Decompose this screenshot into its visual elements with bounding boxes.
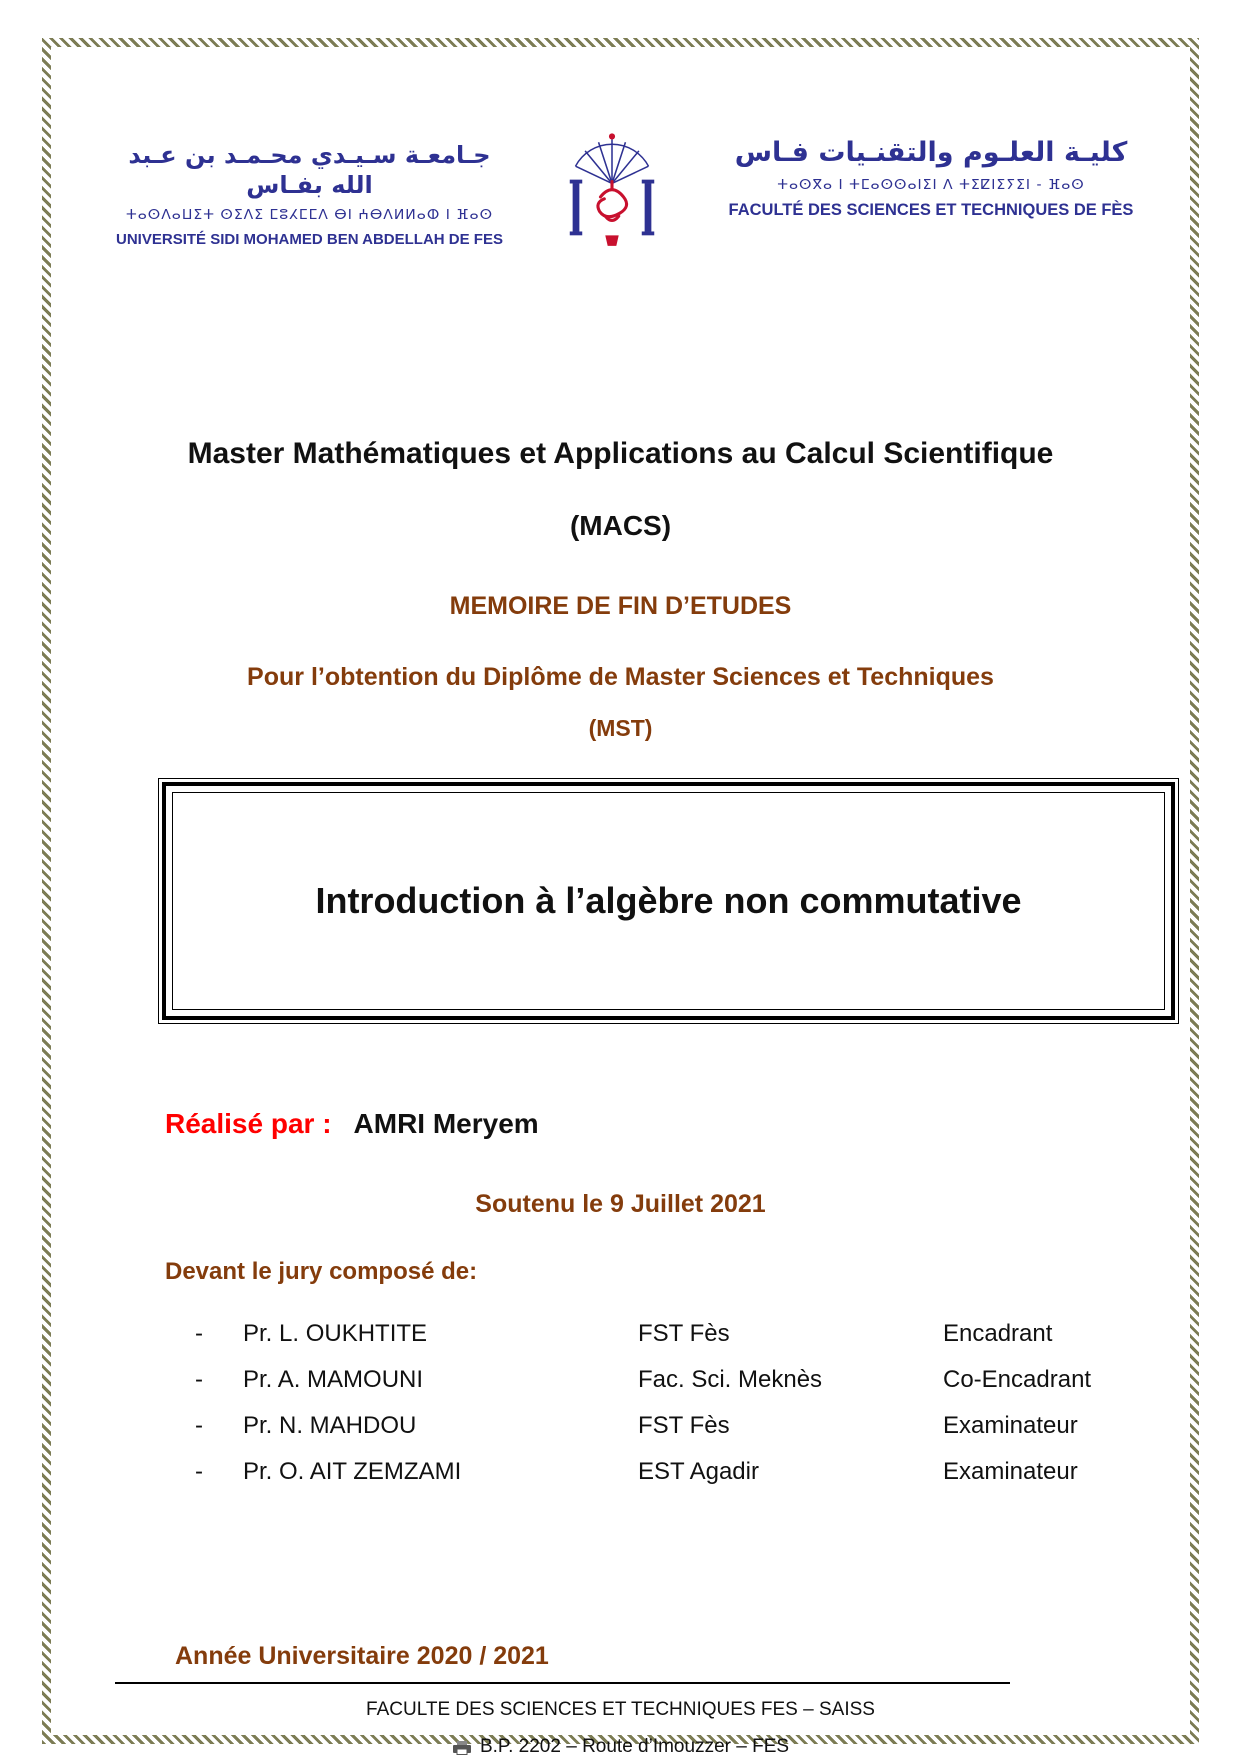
jury-member-name: Pr. N. MAHDOU (243, 1412, 417, 1439)
jury-member-affiliation: EST Agadir (638, 1458, 759, 1485)
jury-bullet: - (195, 1412, 203, 1439)
jury-member-affiliation: FST Fès (638, 1412, 730, 1439)
thesis-title-box (158, 778, 1179, 1024)
jury-row (195, 1320, 1141, 1366)
thesis-title: Introduction à l’algèbre non commutative (315, 880, 1022, 921)
academic-year: Année Universitaire 2020 / 2021 (175, 1642, 549, 1670)
memoire-heading: MEMOIRE DE FIN D’ETUDES (449, 592, 792, 620)
jury-bullet: - (195, 1320, 203, 1347)
jury-list (195, 1320, 1141, 1504)
defense-date: Soutenu le 9 Juillet 2021 (475, 1190, 766, 1218)
jury-member-role: Co-Encadrant (943, 1366, 1092, 1393)
jury-heading: Devant le jury composé de: (165, 1258, 478, 1285)
jury-member-role: Encadrant (943, 1320, 1053, 1347)
jury-bullet: - (195, 1366, 203, 1393)
thesis-title-box-inner-border (172, 792, 1165, 1010)
faculty-name-tifinagh: ⵜⴰⵙⴳⴰ ⵏ ⵜⵎⴰⵙⵙⴰⵏⵉⵏ ⴷ ⵜⵉⵇⵏⵉⵢⵉⵏ - ⴼⴰⵙ (777, 176, 1085, 193)
jury-member-role: Examinateur (943, 1458, 1078, 1485)
faculty-name-arabic: كليـة العلـوم والتقنـيات فـاس (734, 137, 1128, 168)
footer-address-line (70, 1736, 1171, 1758)
jury-row (195, 1412, 1141, 1458)
faculty-name-french: FACULTÉ DES SCIENCES ET TECHNIQUES DE FÈS (728, 200, 1134, 219)
jury-row (195, 1458, 1141, 1504)
page-header (112, 126, 1146, 264)
master-program-acronym: (MACS) (569, 510, 672, 541)
footer-faculty-line: FACULTE DES SCIENCES ET TECHNIQUES FES – SAISS (366, 1699, 875, 1720)
university-name-tifinagh: ⵜⴰⵙⴷⴰⵡⵉⵜ ⵙⵉⴷⵉ ⵎⵓⵃⵎⵎⴷ ⴱⵏ ⵄⴱⴷⵍⵍⴰⵀ ⵏ ⴼⴰⵙ (125, 207, 493, 223)
master-program-title: Master Mathématiques et Applications au Calcul Scientifique (187, 437, 1054, 470)
author-line (165, 1108, 539, 1140)
footer-divider (115, 1682, 1010, 1684)
diploma-line: Pour l’obtention du Diplôme de Master Sciences et Techniques (247, 663, 994, 691)
jury-member-affiliation: Fac. Sci. Meknès (638, 1366, 823, 1393)
university-name-arabic: جـامعـة سـيـدي محـمـد بن عـبد الله بفـاس (128, 141, 491, 199)
jury-row (195, 1366, 1141, 1412)
university-logo-icon (564, 126, 660, 264)
jury-member-name: Pr. A. MAMOUNI (243, 1366, 424, 1393)
diploma-acronym: (MST) (588, 715, 653, 741)
author-label: Réalisé par : (165, 1108, 332, 1139)
thesis-title-box-mid-border (162, 782, 1175, 1020)
jury-member-name: Pr. O. AIT ZEMZAMI (243, 1458, 462, 1485)
university-name-french: UNIVERSITÉ SIDI MOHAMED BEN ABDELLAH DE FES (116, 231, 503, 248)
jury-bullet: - (195, 1458, 203, 1485)
jury-member-role: Examinateur (943, 1412, 1078, 1439)
faculty-header-block (716, 126, 1146, 220)
author-name: AMRI Meryem (353, 1108, 539, 1139)
footer-address: B.P. 2202 – Route d’Imouzzer – FES (479, 1736, 790, 1757)
fax-icon (452, 1740, 472, 1755)
jury-member-affiliation: FST Fès (638, 1320, 730, 1347)
jury-member-name: Pr. L. OUKHTITE (243, 1320, 428, 1347)
university-header-block (112, 126, 507, 248)
